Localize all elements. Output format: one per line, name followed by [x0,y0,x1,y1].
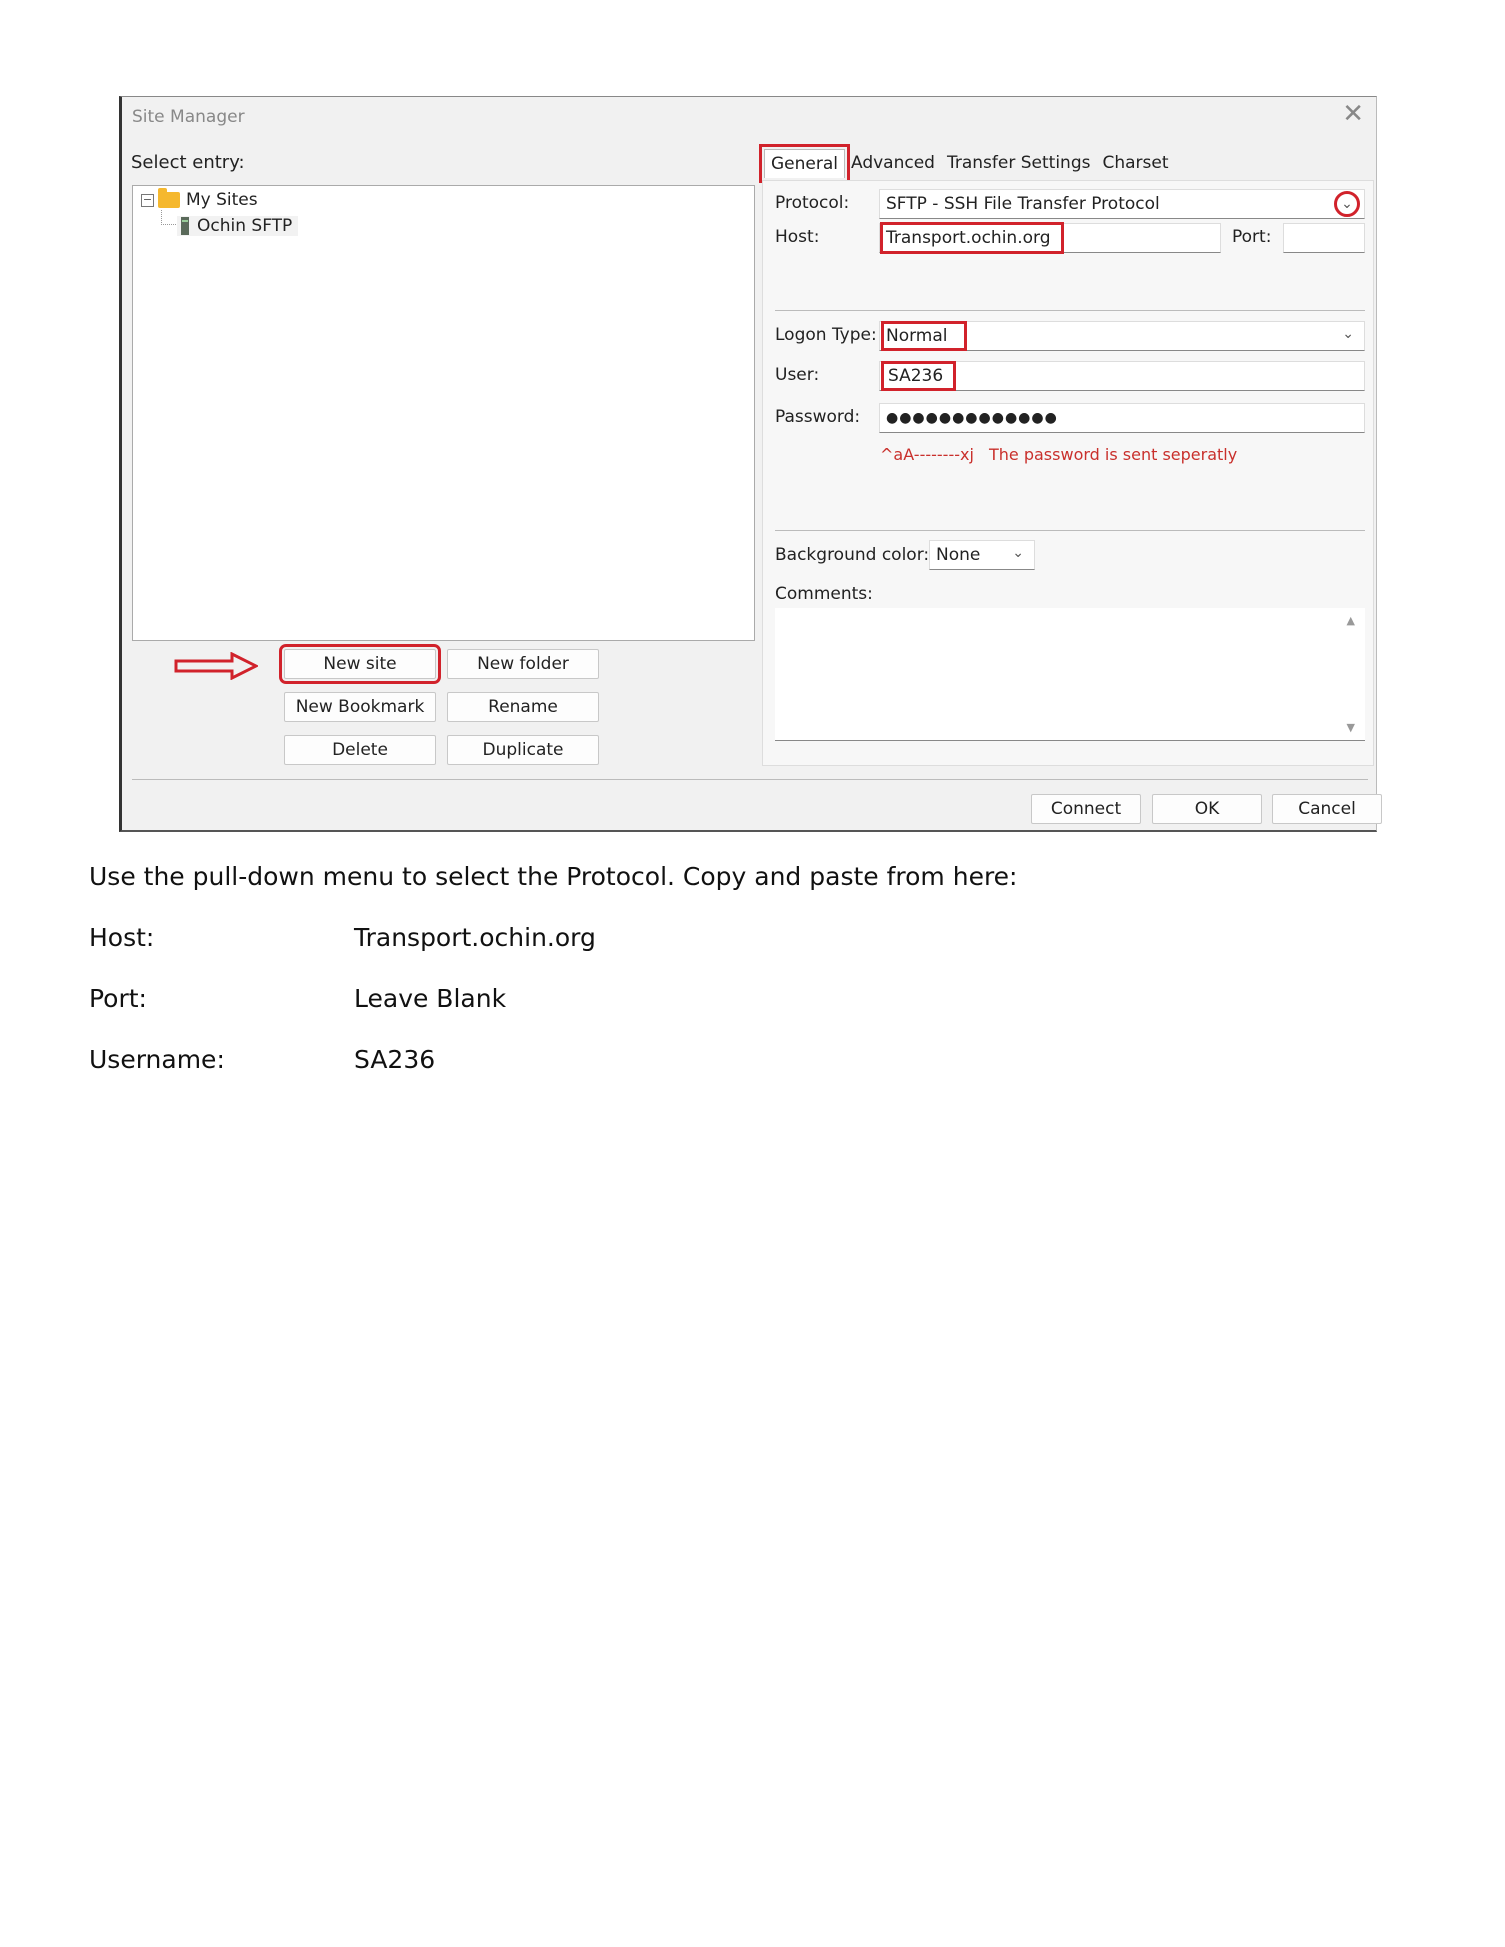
protocol-value: SFTP - SSH File Transfer Protocol [886,194,1160,214]
close-icon[interactable]: ✕ [1342,99,1364,129]
dialog-title: Site Manager [132,107,245,127]
password-label: Password: [775,407,861,427]
tab-charset[interactable]: Charset [1102,153,1169,173]
separator [132,779,1368,780]
arrow-right-icon [174,652,258,680]
logon-type-label: Logon Type: [775,325,877,345]
duplicate-button[interactable]: Duplicate [447,735,599,765]
separator [775,530,1365,531]
comments-label: Comments: [775,584,873,604]
site-manager-dialog [119,96,1377,832]
host-input[interactable] [879,223,1221,253]
protocol-label: Protocol: [775,193,850,213]
rename-button[interactable]: Rename [447,692,599,722]
password-hint: ^aA--------xj [880,445,974,464]
instruction-label: Port: [89,984,147,1013]
server-icon [181,217,189,235]
collapse-icon[interactable]: − [142,192,153,206]
tree-item-my-sites[interactable] [141,190,258,210]
new-bookmark-button[interactable]: New Bookmark [284,692,436,722]
background-color-select[interactable] [929,540,1035,570]
settings-tabs [764,149,1175,178]
chevron-down-icon[interactable]: ⌄ [1334,191,1360,217]
password-note: The password is sent seperatly [989,445,1238,464]
tree-item-ochin-sftp[interactable] [177,216,298,236]
ok-button[interactable]: OK [1152,794,1262,824]
tree-connector [161,210,176,225]
logon-type-value: Normal [886,326,962,346]
tab-transfer-settings[interactable]: Transfer Settings [946,153,1091,173]
site-tree[interactable] [132,185,755,641]
instruction-value: Transport.ochin.org [354,923,596,952]
instruction-label: Username: [89,1045,225,1074]
general-tab-panel [762,180,1374,766]
instruction-intro: Use the pull-down menu to select the Protocol. Copy and paste from here: [89,862,1018,891]
comments-textarea[interactable] [775,608,1365,741]
scroll-up-icon[interactable]: ▲ [1346,614,1355,627]
port-label: Port: [1232,227,1272,247]
host-value: Transport.ochin.org [886,228,1058,248]
scroll-down-icon[interactable]: ▼ [1346,721,1355,734]
user-label: User: [775,365,820,385]
new-folder-button[interactable]: New folder [447,649,599,679]
new-site-button[interactable]: New site [284,649,436,679]
user-input[interactable] [879,361,1365,391]
background-color-value: None [936,545,981,565]
instruction-label: Host: [89,923,155,952]
logon-type-select[interactable] [879,321,1365,351]
cancel-button[interactable]: Cancel [1272,794,1382,824]
delete-button[interactable]: Delete [284,735,436,765]
chevron-down-icon: ⌄ [1012,545,1024,561]
tab-advanced[interactable]: Advanced [851,153,935,173]
host-label: Host: [775,227,820,247]
chevron-down-icon: ⌄ [1342,326,1354,342]
tab-general[interactable]: General [764,149,845,178]
separator [775,310,1365,311]
port-input[interactable] [1283,223,1365,253]
instruction-value: Leave Blank [354,984,507,1013]
tree-item-label: Ochin SFTP [197,216,293,236]
background-color-label: Background color: [775,545,930,565]
password-input[interactable]: ●●●●●●●●●●●●● [879,403,1365,433]
connect-button[interactable]: Connect [1031,794,1141,824]
instruction-value: SA236 [354,1045,436,1074]
folder-icon [158,192,180,208]
tree-item-label: My Sites [186,190,258,210]
select-entry-label: Select entry: [131,152,245,173]
protocol-select[interactable] [879,189,1365,219]
user-value: SA236 [886,366,951,386]
